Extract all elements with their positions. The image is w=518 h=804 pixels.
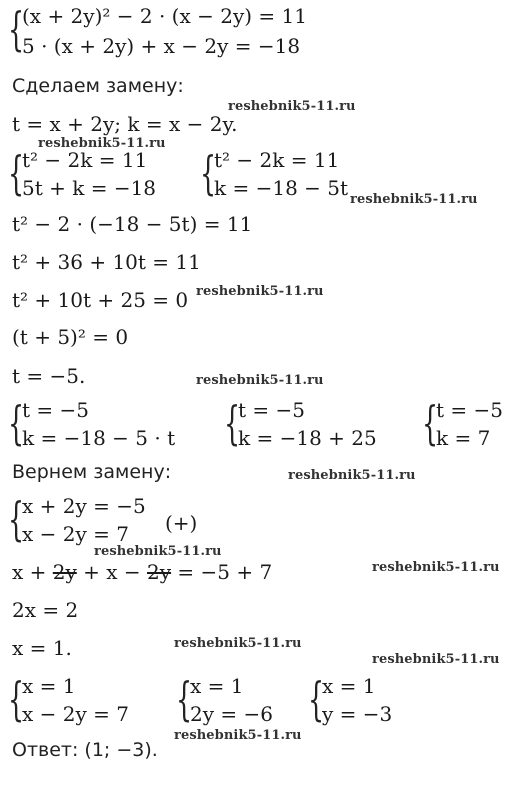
system-2a-row-2: 5t + k = −18	[22, 176, 157, 200]
watermark: reshebnik5-11.ru	[94, 544, 222, 559]
watermark: reshebnik5-11.ru	[350, 192, 478, 207]
substitution-definition: t = x + 2y; k = x − 2y.	[12, 112, 238, 136]
left-brace: {	[8, 146, 25, 200]
answer: Ответ: (1; −3).	[12, 739, 158, 761]
watermark: reshebnik5-11.ru	[228, 99, 356, 114]
system-5b-row-2: 2y = −6	[190, 702, 273, 726]
equation-sum	[12, 560, 272, 584]
left-brace: {	[308, 672, 325, 726]
system-4-row-2: x − 2y = 7	[22, 522, 129, 546]
sum-part-2: + x −	[76, 560, 148, 584]
equation-5: t = −5.	[12, 364, 86, 388]
left-brace: {	[422, 396, 439, 450]
left-brace: {	[224, 396, 241, 450]
system-2b-row-1: t² − 2k = 11	[214, 148, 340, 172]
system-3a-row-1: t = −5	[22, 398, 89, 422]
sum-part-1: x +	[12, 560, 53, 584]
system-5c-row-2: y = −3	[322, 702, 393, 726]
equation-3: t² + 10t + 25 = 0	[12, 288, 189, 312]
system-2a-row-1: t² − 2k = 11	[22, 148, 148, 172]
system-2b-row-2: k = −18 − 5t	[214, 176, 349, 200]
system-3c-row-1: t = −5	[436, 398, 503, 422]
watermark: reshebnik5-11.ru	[196, 373, 324, 388]
system-5c-row-1: x = 1	[322, 674, 376, 698]
left-brace: {	[200, 146, 217, 200]
watermark: reshebnik5-11.ru	[196, 284, 324, 299]
left-brace: {	[8, 672, 25, 726]
left-brace: {	[8, 492, 25, 546]
system-5b-row-1: x = 1	[190, 674, 244, 698]
sum-part-3: = −5 + 7	[171, 560, 273, 584]
cancelled-term-2: 2y	[147, 560, 172, 584]
equation-7: x = 1.	[12, 636, 72, 660]
equation-2: t² + 36 + 10t = 11	[12, 250, 201, 274]
system-3c-row-2: k = 7	[436, 426, 491, 450]
system-5a-row-1: x = 1	[22, 674, 76, 698]
equation-6: 2x = 2	[12, 598, 79, 622]
equation-4: (t + 5)² = 0	[12, 325, 129, 349]
left-brace: {	[8, 2, 25, 56]
watermark: reshebnik5-11.ru	[38, 136, 166, 151]
left-brace: {	[8, 396, 25, 450]
system-4-row-1: x + 2y = −5	[22, 494, 146, 518]
addition-marker: (+)	[165, 511, 198, 535]
system-3b-row-1: t = −5	[238, 398, 305, 422]
system-1-row-2: 5 · (x + 2y) + x − 2y = −18	[22, 34, 301, 58]
watermark: reshebnik5-11.ru	[174, 728, 302, 743]
watermark: reshebnik5-11.ru	[288, 468, 416, 483]
back-substitution-heading: Вернем замену:	[12, 461, 172, 483]
system-3a-row-2: k = −18 − 5 · t	[22, 426, 176, 450]
watermark: reshebnik5-11.ru	[372, 652, 500, 667]
system-1-row-1: (x + 2y)² − 2 · (x − 2y) = 11	[22, 4, 307, 28]
equation-1: t² − 2 · (−18 − 5t) = 11	[12, 212, 253, 236]
system-3b-row-2: k = −18 + 25	[238, 426, 377, 450]
watermark: reshebnik5-11.ru	[174, 636, 302, 651]
system-5a-row-2: x − 2y = 7	[22, 702, 129, 726]
left-brace: {	[176, 672, 193, 726]
watermark: reshebnik5-11.ru	[372, 560, 500, 575]
cancelled-term-1: 2y	[52, 560, 77, 584]
substitution-heading: Сделаем замену:	[12, 75, 184, 97]
